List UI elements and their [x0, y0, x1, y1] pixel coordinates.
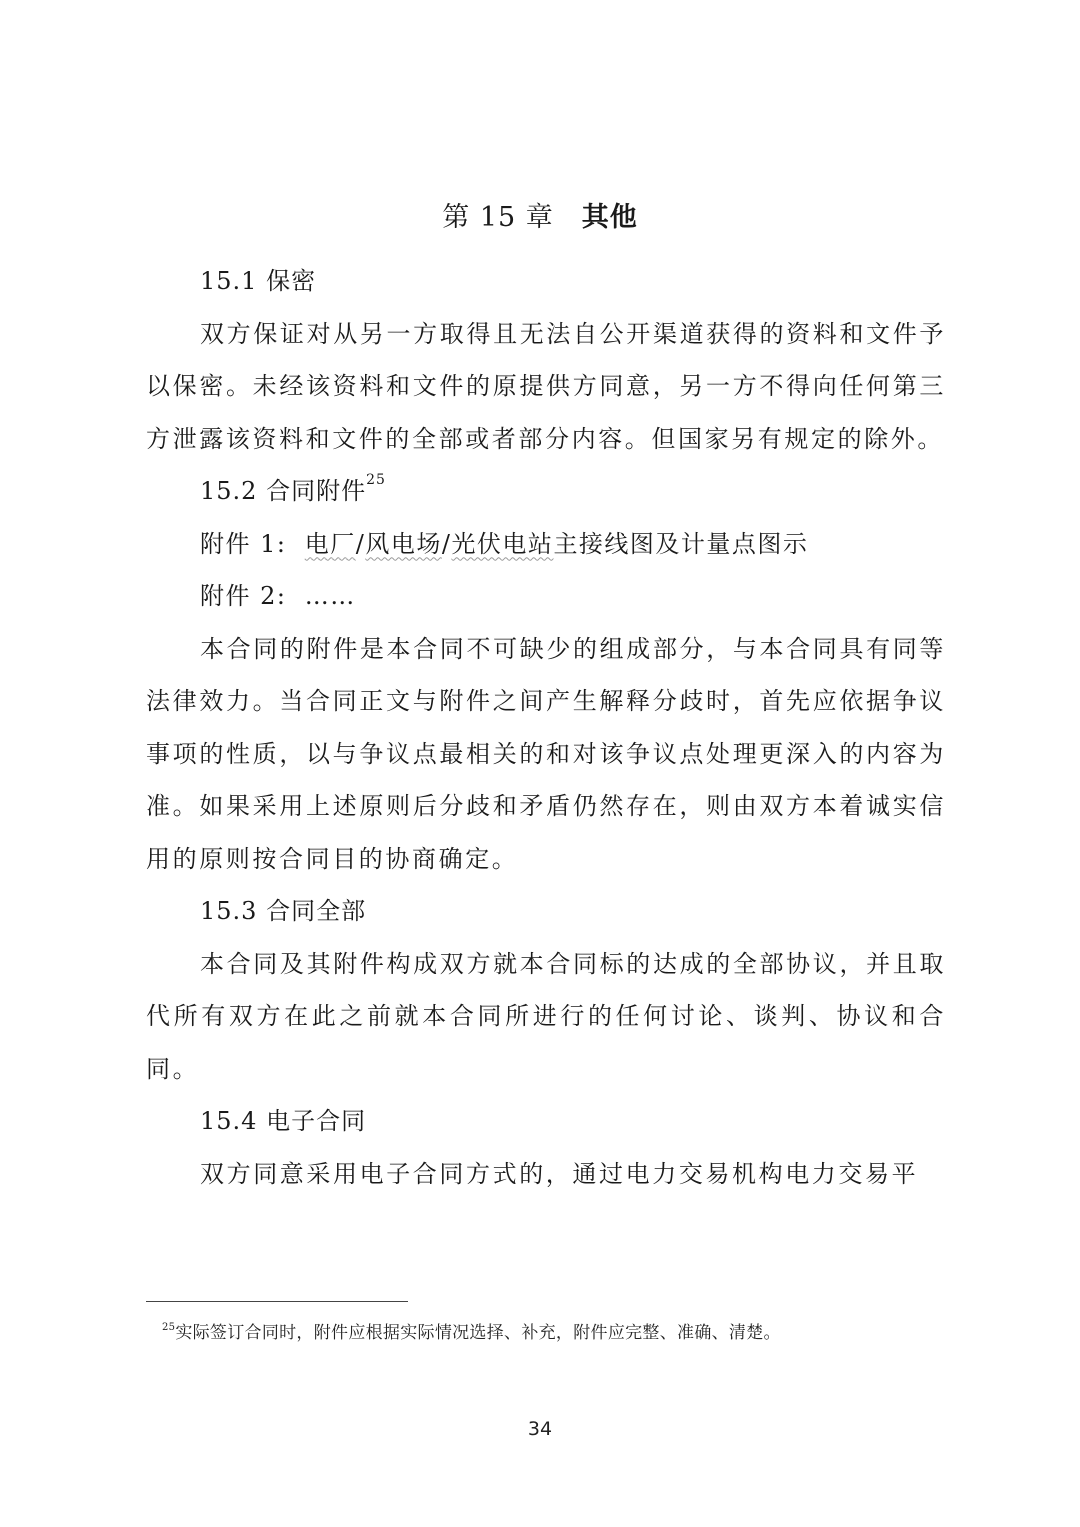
section-heading-15-2	[146, 465, 946, 518]
chapter-title	[0, 196, 1080, 240]
section-heading-15-2-text: 15.2 合同附件	[200, 477, 367, 505]
attachment-2	[146, 570, 946, 623]
paragraph-entire-agreement: 本合同及其附件构成双方就本合同标的达成的全部协议，并且取代所有双方在此之前就本合同所进行的任何讨论、谈判、协议和合同。	[146, 949, 946, 1083]
section-heading-15-3: 15.3 合同全部	[200, 897, 367, 925]
footnote-reference[interactable]: 25	[366, 472, 386, 488]
slash: /	[355, 529, 366, 558]
paragraph-confidentiality: 双方保证对从另一方取得且无法自公开渠道获得的资料和文件予以保密。未经该资料和文件的原提供方同意，另一方不得向任何第三方泄露该资料和文件的全部或者部分内容。但国家另有规定的除外。	[146, 319, 946, 453]
slash: /	[441, 529, 452, 558]
paragraph-electronic-contract: 双方同意采用电子合同方式的，通过电力交易机构电力交易平	[200, 1159, 919, 1188]
attachment-1-rest: 主接线图及计量点图示	[553, 529, 809, 558]
footnote-number: 25	[162, 1322, 176, 1333]
page-number: 34	[527, 1418, 553, 1440]
attachment-2-label: 附件 2:	[200, 582, 287, 610]
attachment-2-value: ……	[304, 582, 356, 610]
attachment-1	[146, 518, 946, 571]
section-heading-15-4: 15.4 电子合同	[200, 1107, 367, 1135]
attachment-1-option-wind-farm: 风电场	[365, 529, 442, 558]
paragraph-attachments: 本合同的附件是本合同不可缺少的组成部分，与本合同具有同等法律效力。当合同正文与附件之间产生解释分歧时，首先应依据争议事项的性质，以与争议点最相关的和对该争议点处理更深入的内容为准。如果采用上述原则后分歧和矛盾仍然存在，则由双方本着诚实信用的原则按合同目的协商确定。	[146, 634, 946, 873]
body-text	[146, 255, 946, 1200]
attachment-1-label: 附件 1:	[200, 529, 287, 558]
section-heading-15-1: 15.1 保密	[200, 267, 317, 295]
footnote	[162, 1320, 781, 1346]
attachment-1-option-pv-station: 光伏电站	[451, 529, 554, 558]
chapter-number: 第 15 章	[442, 202, 554, 233]
footnote-text: 实际签订合同时，附件应根据实际情况选择、补充，附件应完整、准确、清楚。	[175, 1323, 781, 1343]
attachment-1-option-power-plant: 电厂	[304, 529, 356, 558]
chapter-name: 其他	[581, 202, 638, 233]
footnote-separator	[146, 1301, 408, 1302]
